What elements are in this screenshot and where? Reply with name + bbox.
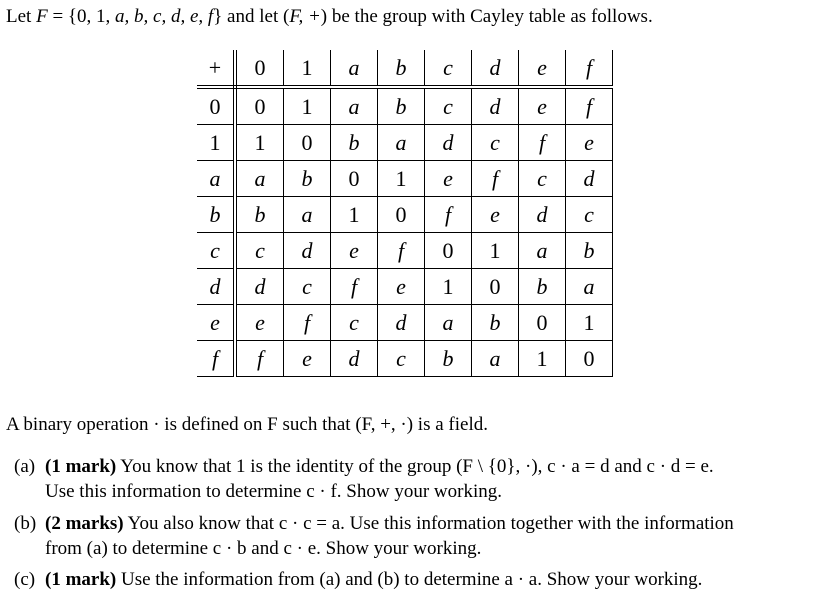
cayley-cell: d: [566, 161, 613, 197]
cayley-cell: b: [284, 161, 331, 197]
cayley-cell: 0: [566, 341, 613, 377]
cayley-column-header: e: [519, 50, 566, 87]
cayley-cell: 0: [378, 197, 425, 233]
cayley-cell: f: [566, 87, 613, 125]
cayley-column-header: b: [378, 50, 425, 87]
cayley-cell: c: [235, 233, 284, 269]
cayley-cell: a: [472, 341, 519, 377]
cayley-cell: 0: [425, 233, 472, 269]
cayley-column-header: c: [425, 50, 472, 87]
cayley-cell: b: [472, 305, 519, 341]
cayley-table: [197, 50, 613, 377]
cayley-cell: f: [235, 341, 284, 377]
cayley-cell: 1: [566, 305, 613, 341]
cayley-cell: e: [519, 87, 566, 125]
cayley-cell: c: [378, 341, 425, 377]
cayley-cell: 0: [519, 305, 566, 341]
cayley-cell: 1: [235, 125, 284, 161]
cayley-cell: a: [331, 87, 378, 125]
cayley-row-header: f: [197, 341, 235, 377]
cayley-row: [197, 341, 613, 377]
cayley-cell: f: [284, 305, 331, 341]
cayley-cell: 1: [378, 161, 425, 197]
cayley-cell: b: [331, 125, 378, 161]
cayley-cell: c: [472, 125, 519, 161]
cayley-cell: b: [519, 269, 566, 305]
cayley-cell: e: [472, 197, 519, 233]
cayley-cell: a: [566, 269, 613, 305]
cayley-cell: e: [235, 305, 284, 341]
part-a-text: You know that 1 is the identity of the group (F \ {0}, ·), c · a = d and c · d = e.: [116, 456, 714, 477]
part-b-line1: [14, 512, 734, 536]
cayley-cell: d: [472, 87, 519, 125]
part-b-marks: (2 marks): [45, 513, 124, 534]
cayley-cell: b: [378, 87, 425, 125]
part-c-marks: (1 mark): [45, 569, 117, 590]
cayley-row-header: d: [197, 269, 235, 305]
part-b-label: (b): [14, 513, 37, 534]
cayley-cell: 1: [519, 341, 566, 377]
cayley-row-header: c: [197, 233, 235, 269]
cayley-cell: d: [331, 341, 378, 377]
cayley-corner-symbol: +: [197, 50, 235, 87]
cayley-row: [197, 125, 613, 161]
cayley-cell: 0: [331, 161, 378, 197]
cayley-row-header: 1: [197, 125, 235, 161]
cayley-column-header: 0: [235, 50, 284, 87]
cayley-cell: f: [331, 269, 378, 305]
cayley-row: [197, 269, 613, 305]
cayley-cell: e: [331, 233, 378, 269]
cayley-cell: a: [235, 161, 284, 197]
cayley-cell: a: [425, 305, 472, 341]
cayley-cell: b: [235, 197, 284, 233]
cayley-cell: b: [566, 233, 613, 269]
cayley-cell: f: [425, 197, 472, 233]
cayley-cell: 0: [284, 125, 331, 161]
cayley-cell: 0: [472, 269, 519, 305]
cayley-cell: c: [331, 305, 378, 341]
cayley-cell: f: [472, 161, 519, 197]
cayley-row: [197, 305, 613, 341]
cayley-cell: d: [284, 233, 331, 269]
cayley-cell: 1: [284, 87, 331, 125]
cayley-cell: c: [425, 87, 472, 125]
cayley-cell: e: [284, 341, 331, 377]
cayley-cell: e: [566, 125, 613, 161]
cayley-cell: b: [425, 341, 472, 377]
cayley-cell: d: [425, 125, 472, 161]
cayley-column-header: d: [472, 50, 519, 87]
part-c-line1: [14, 568, 702, 592]
part-b-text: You also know that c · c = a. Use this information together with the information: [123, 513, 734, 534]
cayley-cell: c: [284, 269, 331, 305]
cayley-cell: 1: [425, 269, 472, 305]
cayley-header-row: [197, 50, 613, 87]
cayley-column-header: 1: [284, 50, 331, 87]
intro-text: Let F = {0, 1, a, b, c, d, e, f} and let (F, +) be the group with Cayley table as follows.: [6, 6, 653, 27]
cayley-cell: a: [519, 233, 566, 269]
cayley-row: [197, 87, 613, 125]
cayley-row-header: b: [197, 197, 235, 233]
cayley-row: [197, 161, 613, 197]
part-a-label: (a): [14, 456, 36, 477]
cayley-cell: d: [378, 305, 425, 341]
cayley-cell: c: [566, 197, 613, 233]
cayley-column-header: a: [331, 50, 378, 87]
cayley-row-header: e: [197, 305, 235, 341]
cayley-cell: f: [519, 125, 566, 161]
part-c-text: Use the information from (a) and (b) to determine a · a. Show your working.: [116, 569, 703, 590]
field-statement: A binary operation · is defined on F such that (F, +, ·) is a field.: [6, 414, 488, 435]
cayley-cell: d: [519, 197, 566, 233]
cayley-cell: 1: [472, 233, 519, 269]
cayley-row-header: 0: [197, 87, 235, 125]
cayley-cell: f: [378, 233, 425, 269]
cayley-cell: e: [425, 161, 472, 197]
part-c-label: (c): [14, 569, 36, 590]
part-a-line1: [14, 455, 714, 479]
cayley-row-header: a: [197, 161, 235, 197]
cayley-cell: c: [519, 161, 566, 197]
part-b-line2: from (a) to determine c · b and c · e. Show your working.: [45, 538, 482, 559]
cayley-cell: a: [284, 197, 331, 233]
cayley-cell: 0: [235, 87, 284, 125]
part-a-marks: (1 mark): [45, 456, 117, 477]
cayley-row: [197, 197, 613, 233]
cayley-cell: a: [378, 125, 425, 161]
cayley-column-header: f: [566, 50, 613, 87]
part-a-line2: Use this information to determine c · f. Show your working.: [45, 481, 502, 502]
cayley-cell: e: [378, 269, 425, 305]
cayley-cell: d: [235, 269, 284, 305]
cayley-row: [197, 233, 613, 269]
cayley-cell: 1: [331, 197, 378, 233]
